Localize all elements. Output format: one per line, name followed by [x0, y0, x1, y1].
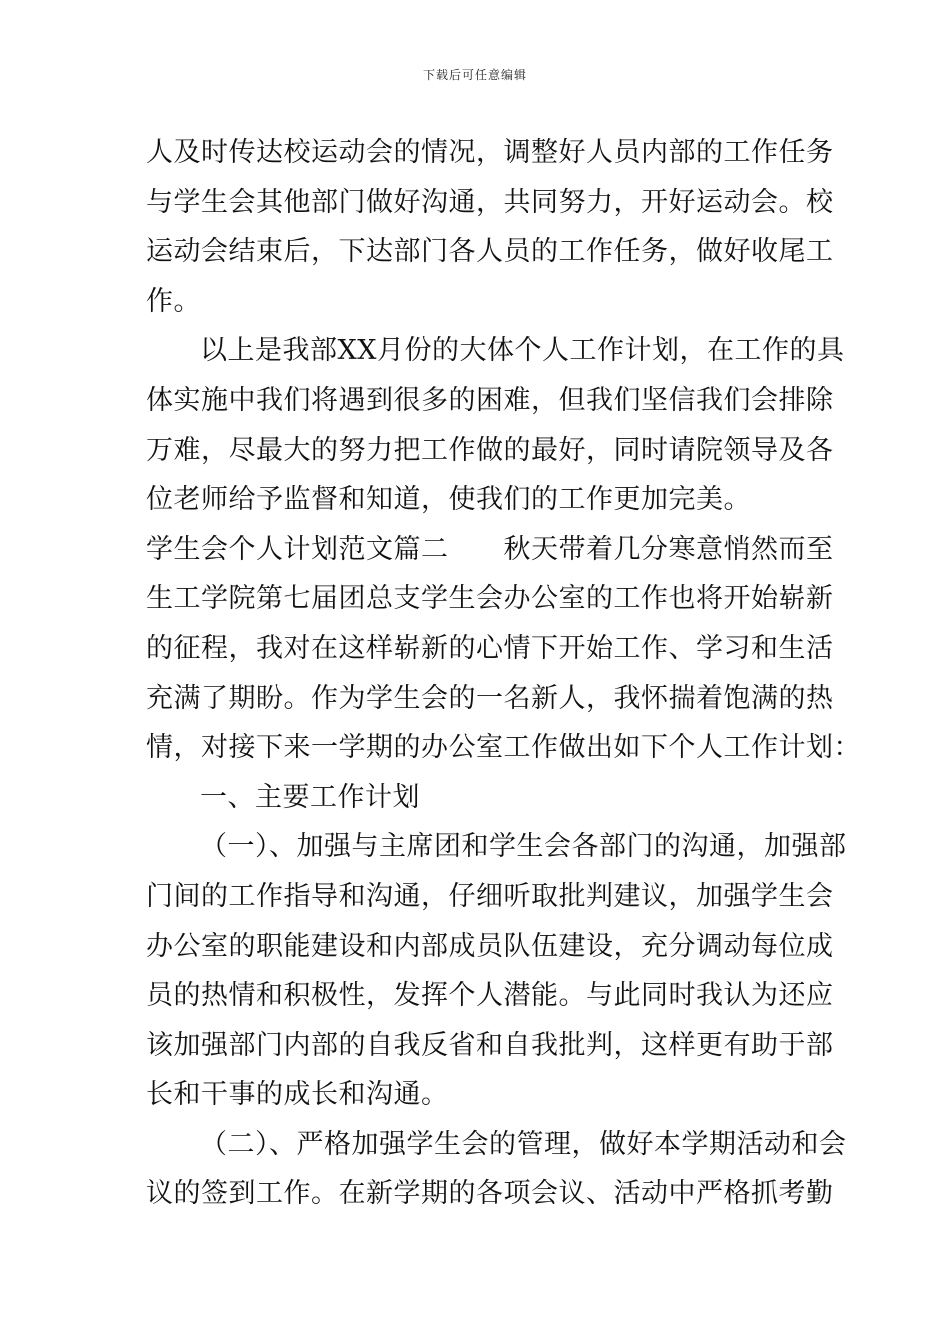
- text-line: 与学生会其他部门做好沟通，共同努力，开好运动会。校: [146, 186, 834, 218]
- section-title-line: 学生会个人计划范文篇二 秋天带着几分寒意悄然而至: [146, 533, 834, 565]
- text-line: 万难，尽最大的努力把工作做的最好，同时请院领导及各: [146, 434, 834, 466]
- text-line: 人及时传达校运动会的情况，调整好人员内部的工作任务: [146, 137, 834, 168]
- text-line: （二）、严格加强学生会的管理，做好本学期活动和会: [200, 1128, 847, 1160]
- header-note: 下载后可任意编辑: [422, 68, 527, 82]
- document-body: [146, 128, 861, 1219]
- text-line: 议的签到工作。在新学期的各项会议、活动中严格抓考勤: [146, 1178, 834, 1210]
- text-line: 以上是我部XX月份的大体个人工作计划，在工作的具: [200, 335, 845, 367]
- text-line: 充满了期盼。作为学生会的一名新人，我怀揣着饱满的热: [146, 682, 834, 714]
- text-line: 的征程，我对在这样崭新的心情下开始工作、学习和生活: [146, 632, 834, 664]
- text-line: 长和干事的成长和沟通。: [146, 1079, 449, 1111]
- text-line: （一）、加强与主席团和学生会各部门的沟通，加强部: [200, 831, 847, 863]
- text-line: 员的热情和积极性，发挥个人潜能。与此同时我认为还应: [146, 980, 834, 1012]
- heading-line: 一、主要工作计划: [200, 781, 420, 813]
- text-line: 办公室的职能建设和内部成员队伍建设，充分调动每位成: [146, 930, 834, 962]
- text-line: 位老师给予监督和知道，使我们的工作更加完美。: [146, 484, 751, 516]
- text-line: 运动会结束后，下达部门各人员的工作任务，做好收尾工: [146, 236, 834, 268]
- text-line: 情，对接下来一学期的办公室工作做出如下个人工作计划：: [146, 732, 861, 764]
- text-line: 体实施中我们将遇到很多的困难，但我们坚信我们会排除: [146, 384, 834, 416]
- text-line: 生工学院第七届团总支学生会办公室的工作也将开始崭新: [146, 583, 834, 615]
- text-line: 作。: [146, 285, 201, 317]
- text-line: 门间的工作指导和沟通，仔细听取批判建议，加强学生会: [146, 880, 834, 912]
- text-line: 该加强部门内部的自我反省和自我批判，这样更有助于部: [146, 1029, 834, 1061]
